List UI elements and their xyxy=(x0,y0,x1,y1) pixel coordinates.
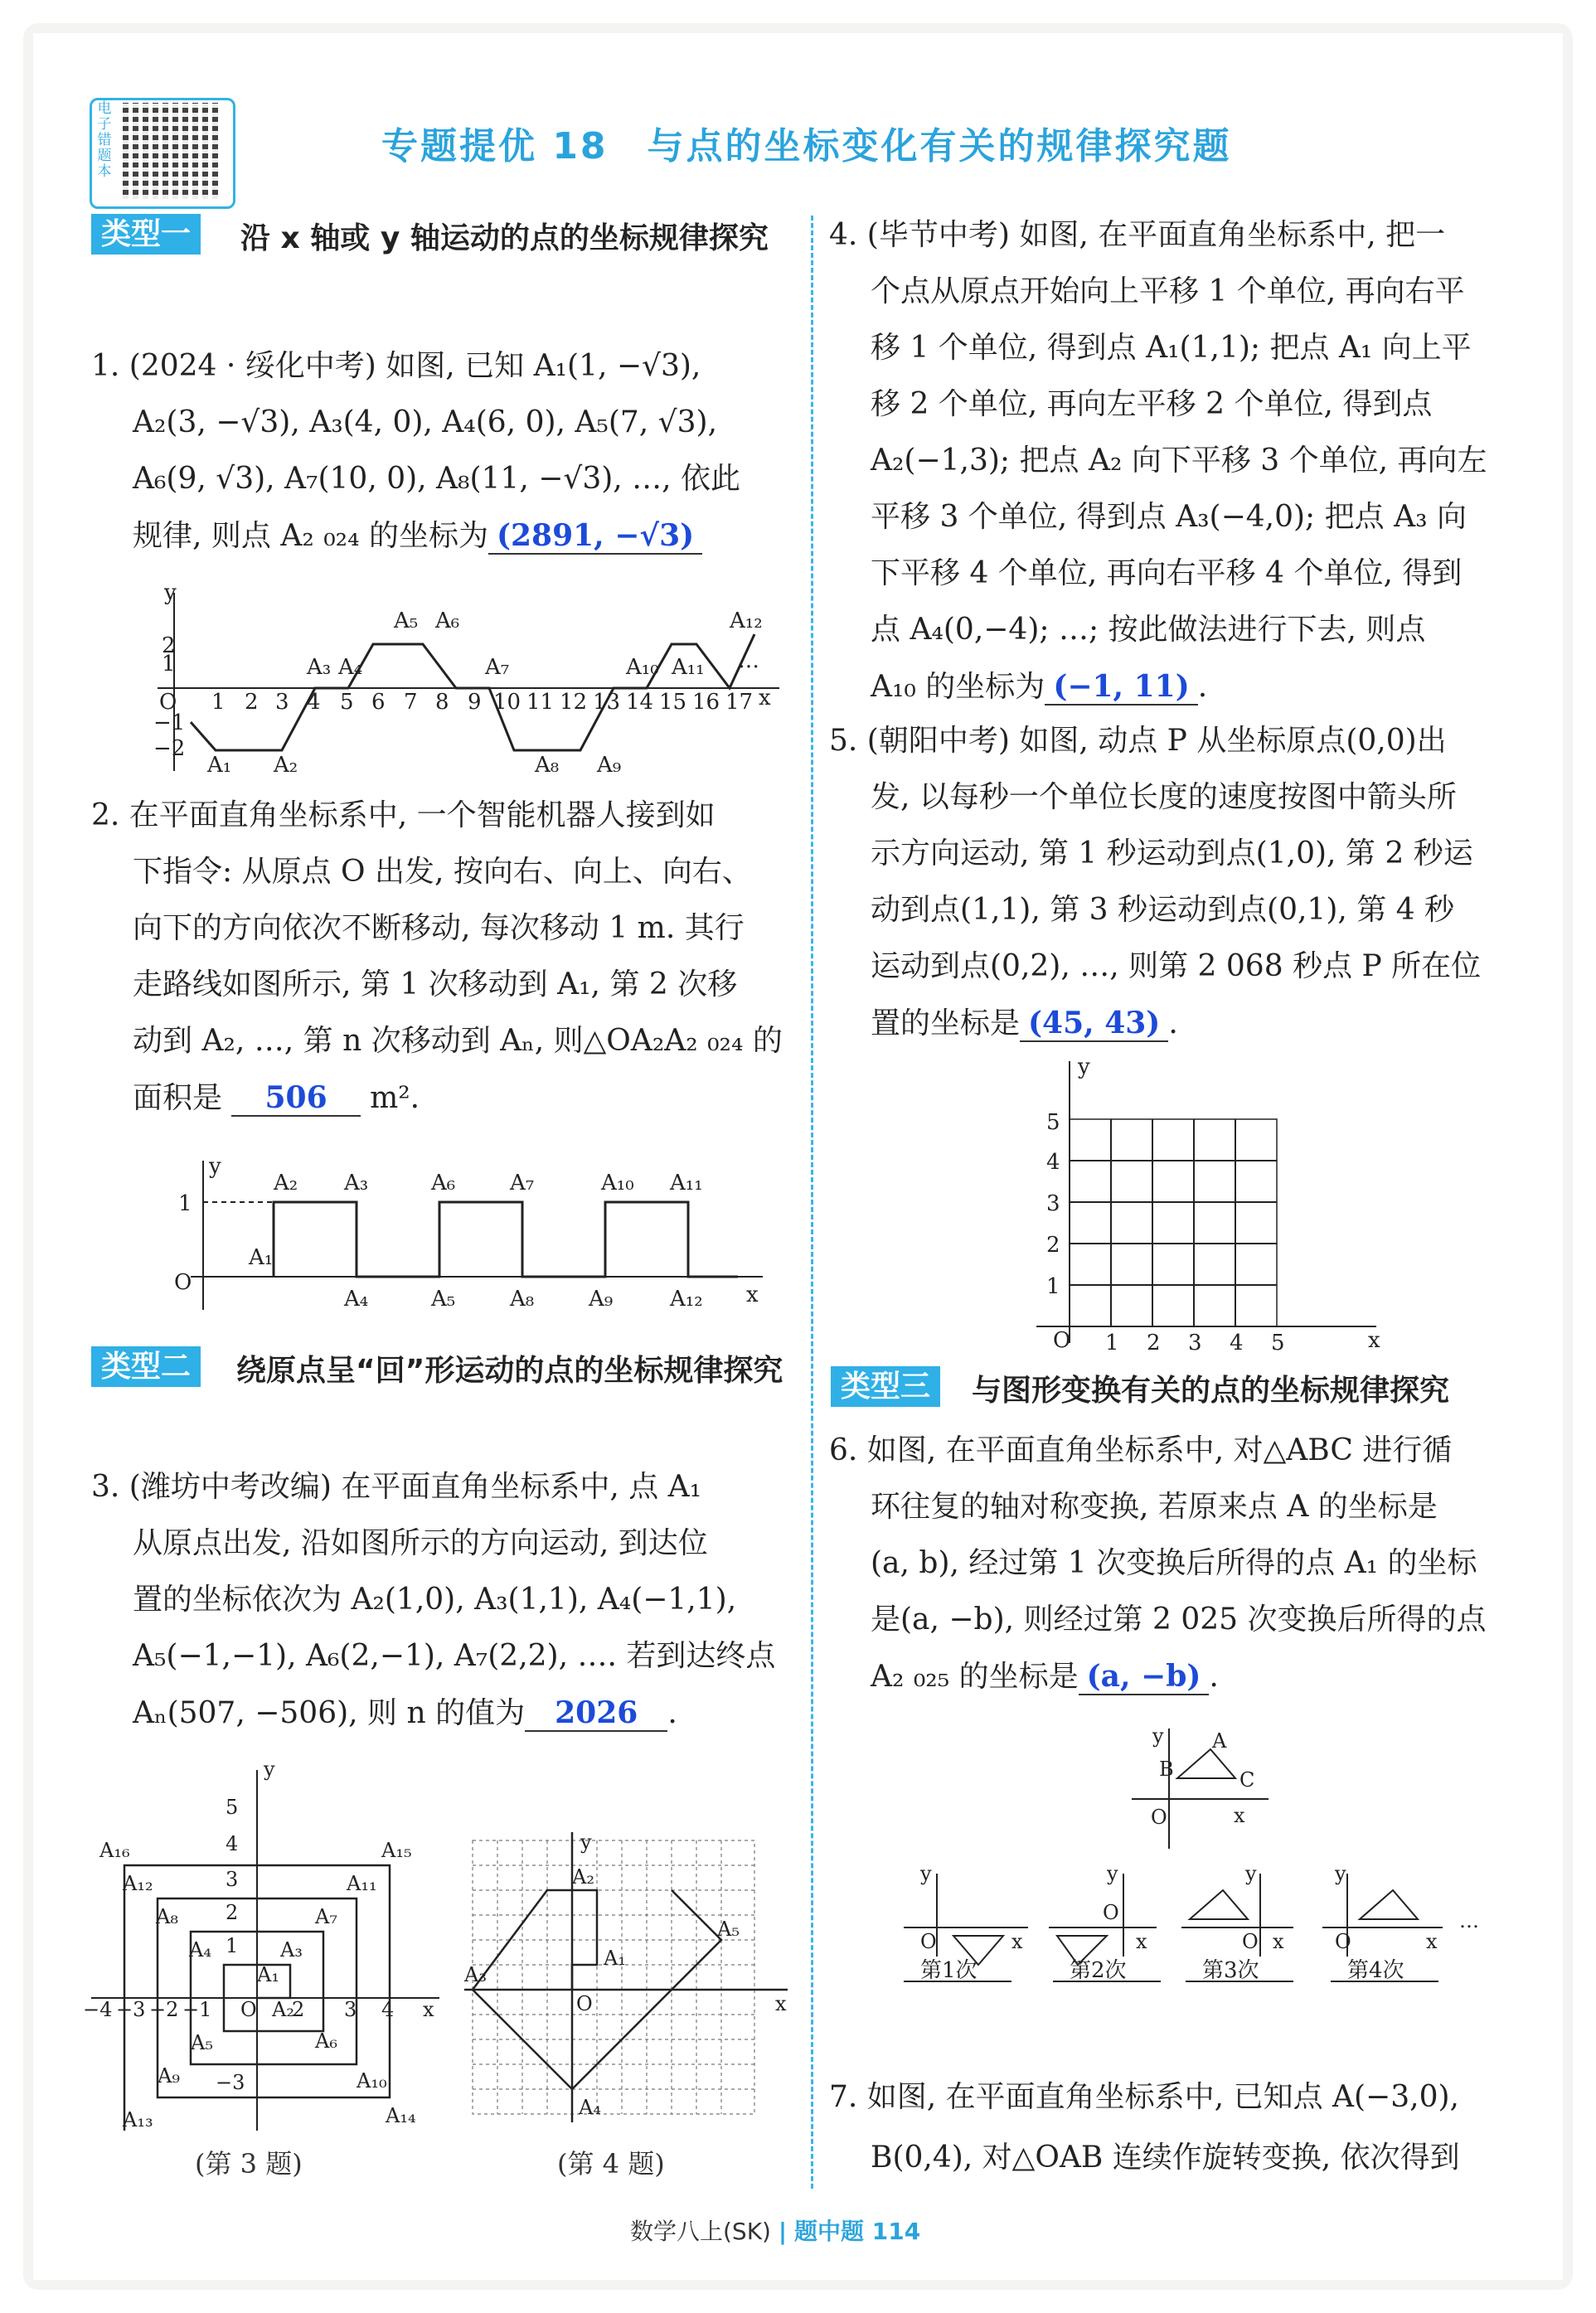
svg-text:A₁₀: A₁₀ xyxy=(626,655,659,680)
svg-text:A₄: A₄ xyxy=(344,1287,369,1312)
svg-text:O: O xyxy=(1242,1930,1259,1953)
q4-line: 4. (毕节中考) 如图, 在平面直角坐标系中, 把一 xyxy=(829,218,1446,252)
type2-header xyxy=(91,1350,201,1384)
svg-text:A₇: A₇ xyxy=(315,1905,337,1928)
question-6 xyxy=(829,1423,1542,1705)
svg-text:4: 4 xyxy=(226,1832,239,1855)
svg-text:x: x xyxy=(1273,1930,1284,1953)
type1-badge: 类型一 xyxy=(91,214,201,255)
type3-badge: 类型三 xyxy=(831,1366,940,1407)
svg-text:1: 1 xyxy=(162,652,176,676)
svg-text:A₁₃: A₁₃ xyxy=(123,2108,153,2131)
step-label: 第2次 xyxy=(1070,1958,1127,1983)
y-axis-label: y xyxy=(164,584,177,605)
q6-answer: (a, −b) xyxy=(1079,1659,1210,1695)
svg-text:A₅: A₅ xyxy=(431,1287,456,1312)
caption-q3: (第 3 题) xyxy=(195,2148,303,2180)
q6-original-graph xyxy=(1128,1724,1277,1857)
q4-line: 移 1 个单位, 得到点 A₁(1,1); 把点 A₁ 向上平 xyxy=(871,331,1472,365)
q3-line: 置的坐标依次为 A₂(1,0), A₃(1,1), A₄(−1,1), xyxy=(133,1583,737,1617)
svg-text:−4: −4 xyxy=(83,1998,113,2021)
svg-text:2: 2 xyxy=(245,690,259,715)
svg-text:16: 16 xyxy=(692,690,720,715)
q5-line: 5. (朝阳中考) 如图, 动点 P 从坐标原点(0,0)出 xyxy=(829,724,1447,758)
svg-text:4: 4 xyxy=(1046,1150,1060,1175)
qr-label: 电子错题本 xyxy=(97,100,112,180)
page-title: 专题提优 18 与点的坐标变化有关的规律探究题 xyxy=(381,125,1232,167)
svg-text:−2: −2 xyxy=(149,1998,179,2021)
q4-line: A₂(−1,3); 把点 A₂ 向下平移 3 个单位, 再向左 xyxy=(871,444,1487,478)
q7-line: 7. 如图, 在平面直角坐标系中, 已知点 A(−3,0), xyxy=(829,2080,1459,2114)
svg-text:5: 5 xyxy=(226,1796,239,1819)
q6-line: 是(a, −b), 则经过第 2 025 次变换后所得的点 xyxy=(871,1603,1487,1637)
svg-text:2: 2 xyxy=(292,1998,305,2021)
svg-text:A₅: A₅ xyxy=(394,609,419,633)
q2-line: 动到 A₂, …, 第 n 次移动到 Aₙ, 则△OA₂A₂ ₀₂₄ 的 xyxy=(133,1024,783,1058)
q4-line: 移 2 个单位, 再向左平移 2 个单位, 得到点 xyxy=(871,387,1433,421)
q5-line: 置的坐标是 (45, 43) . xyxy=(871,1006,1178,1040)
q2-line: 下指令: 从原点 O 出发, 按向右、向上、向右、 xyxy=(133,855,752,889)
question-4 xyxy=(829,207,1542,715)
svg-text:3: 3 xyxy=(344,1998,357,2021)
svg-text:A₁₀: A₁₀ xyxy=(601,1171,634,1195)
q4-line: 点 A₄(0,−4); …; 按此做法进行下去, 则点 xyxy=(871,613,1426,647)
q6-line-text: A₂ ₀₂₅ 的坐标是 xyxy=(871,1660,1079,1694)
svg-text:A₃: A₃ xyxy=(464,1963,487,1986)
svg-text:13: 13 xyxy=(593,690,621,715)
svg-text:B: B xyxy=(1159,1758,1174,1781)
svg-text:x: x xyxy=(1234,1804,1245,1827)
svg-text:y: y xyxy=(1245,1865,1257,1885)
q2-unit: m². xyxy=(370,1081,420,1115)
qr-code-pattern xyxy=(123,103,221,199)
svg-text:A₆: A₆ xyxy=(315,2029,337,2053)
q2-line: 2. 在平面直角坐标系中, 一个智能机器人接到如 xyxy=(91,798,716,832)
svg-text:x: x xyxy=(1426,1930,1438,1953)
svg-text:O: O xyxy=(174,1270,192,1295)
q5-line: 发, 以每秒一个单位长度的速度按图中箭头所 xyxy=(871,780,1457,814)
svg-text:x: x xyxy=(1136,1930,1147,1953)
q6-line: (a, b), 经过第 1 次变换后所得的点 A₁ 的坐标 xyxy=(871,1546,1477,1580)
q6-line: 环往复的轴对称变换, 若原来点 A 的坐标是 xyxy=(871,1490,1438,1524)
svg-text:…: … xyxy=(1459,1909,1479,1932)
svg-text:y: y xyxy=(920,1865,932,1885)
q5-graph xyxy=(1028,1053,1393,1351)
svg-text:A₁: A₁ xyxy=(207,753,232,778)
q4-line: 下平移 4 个单位, 再向右平移 4 个单位, 得到 xyxy=(871,556,1463,590)
svg-text:O: O xyxy=(1151,1806,1167,1829)
origin-label: O xyxy=(159,690,177,715)
svg-text:x: x xyxy=(775,1992,787,2015)
svg-text:O: O xyxy=(1335,1930,1351,1953)
q2-answer: 506 xyxy=(231,1080,360,1117)
svg-text:−1: −1 xyxy=(153,710,186,735)
svg-text:A₁₅: A₁₅ xyxy=(381,1839,412,1862)
svg-text:A₅: A₅ xyxy=(717,1918,740,1941)
svg-text:5: 5 xyxy=(1271,1331,1285,1351)
q1-line-text: 规律, 则点 A₂ ₀₂₄ 的坐标为 xyxy=(133,519,488,553)
svg-text:y: y xyxy=(580,1832,592,1854)
svg-text:5: 5 xyxy=(340,690,354,715)
svg-text:−2: −2 xyxy=(153,736,186,761)
svg-text:A₁₆: A₁₆ xyxy=(99,1839,130,1862)
svg-text:A₃: A₃ xyxy=(280,1938,303,1961)
svg-text:1: 1 xyxy=(178,1191,192,1216)
svg-text:A₆: A₆ xyxy=(431,1171,456,1195)
svg-text:A₁₀: A₁₀ xyxy=(357,2069,387,2092)
question-7 xyxy=(829,2069,1542,2190)
svg-text:15: 15 xyxy=(659,690,687,715)
svg-text:4: 4 xyxy=(307,690,321,715)
svg-text:O: O xyxy=(1103,1901,1119,1924)
svg-text:y: y xyxy=(1107,1865,1118,1885)
type2-title: 绕原点呈“回”形运动的点的坐标规律探究 xyxy=(236,1354,783,1388)
footer-separator: | xyxy=(778,2218,788,2245)
svg-text:A: A xyxy=(1212,1729,1227,1753)
q5-line-text: 置的坐标是 xyxy=(871,1006,1021,1040)
q5-line: 运动到点(0,2), …, 则第 2 068 秒点 P 所在位 xyxy=(871,949,1482,983)
svg-text:2: 2 xyxy=(226,1901,239,1924)
svg-text:A₂: A₂ xyxy=(274,753,298,778)
q3-line: 3. (潍坊中考改编) 在平面直角坐标系中, 点 A₁ xyxy=(91,1470,702,1504)
svg-text:A₁₂: A₁₂ xyxy=(730,609,763,633)
svg-text:A₉: A₉ xyxy=(589,1287,614,1312)
svg-text:17: 17 xyxy=(725,690,754,715)
svg-text:1: 1 xyxy=(226,1934,239,1957)
svg-text:O: O xyxy=(240,1998,257,2021)
q5-line: 动到点(1,1), 第 3 秒运动到点(0,1), 第 4 秒 xyxy=(871,893,1455,927)
svg-text:3: 3 xyxy=(1188,1331,1202,1351)
svg-text:A₁: A₁ xyxy=(604,1947,626,1970)
q6-line: 6. 如图, 在平面直角坐标系中, 对△ABC 进行循 xyxy=(829,1433,1453,1467)
q1-graph xyxy=(149,584,796,783)
svg-text:x: x xyxy=(423,1998,434,2021)
svg-text:4: 4 xyxy=(1230,1331,1244,1351)
type1-header xyxy=(91,217,201,252)
svg-text:y: y xyxy=(1078,1055,1090,1079)
q4-line-text: A₁₀ 的坐标为 xyxy=(871,670,1045,704)
q5-answer: (45, 43) xyxy=(1020,1006,1168,1042)
svg-text:A₈: A₈ xyxy=(510,1287,535,1312)
q3-line: 从原点出发, 沿如图所示的方向运动, 到达位 xyxy=(133,1526,708,1560)
svg-text:y: y xyxy=(1152,1724,1164,1748)
q4-answer: (−1, 11) xyxy=(1045,669,1197,706)
q1-line: A₂(3, −√3), A₃(4, 0), A₄(6, 0), A₅(7, √3), xyxy=(133,405,718,439)
svg-text:9: 9 xyxy=(468,690,482,715)
svg-text:3: 3 xyxy=(226,1868,239,1891)
svg-text:A₆: A₆ xyxy=(435,609,460,633)
x-axis-label: x xyxy=(759,686,771,710)
svg-text:2: 2 xyxy=(1147,1331,1161,1351)
svg-text:A₇: A₇ xyxy=(510,1171,535,1195)
svg-text:…: … xyxy=(738,648,759,673)
svg-text:O: O xyxy=(920,1930,937,1953)
svg-text:−1: −1 xyxy=(182,1998,212,2021)
svg-text:A₁₂: A₁₂ xyxy=(123,1872,153,1895)
svg-text:A₁₁: A₁₁ xyxy=(347,1872,377,1895)
question-2 xyxy=(91,788,804,1127)
type2-badge: 类型二 xyxy=(91,1346,201,1387)
q6-steps-graph xyxy=(895,1865,1509,1990)
step-label: 第3次 xyxy=(1202,1958,1259,1983)
svg-text:3: 3 xyxy=(275,690,289,715)
q4-line: A₁₀ 的坐标为 (−1, 11) . xyxy=(871,669,1208,704)
q5-line: 示方向运动, 第 1 秒运动到点(1,0), 第 2 秒运 xyxy=(871,836,1473,870)
svg-text:O: O xyxy=(1053,1328,1071,1351)
question-1 xyxy=(91,338,804,565)
svg-text:x: x xyxy=(1011,1930,1023,1953)
svg-text:−3: −3 xyxy=(116,1998,146,2021)
svg-text:O: O xyxy=(576,1992,593,2015)
q6-line: A₂ ₀₂₅ 的坐标是 (a, −b) . xyxy=(871,1659,1219,1694)
svg-text:1: 1 xyxy=(1046,1274,1060,1299)
svg-text:1: 1 xyxy=(1105,1331,1119,1351)
svg-text:A₄: A₄ xyxy=(338,655,363,680)
page-footer xyxy=(630,2214,920,2247)
svg-text:A₁₂: A₁₂ xyxy=(670,1287,703,1312)
svg-text:3: 3 xyxy=(1046,1191,1060,1216)
svg-text:A₂: A₂ xyxy=(572,1865,594,1889)
q1-line: A₆(9, √3), A₇(10, 0), A₈(11, −√3), …, 依此 xyxy=(133,462,741,496)
q2-line: 向下的方向依次不断移动, 每次移动 1 m. 其行 xyxy=(133,911,745,945)
type1-title: 沿 x 轴或 y 轴运动的点的坐标规律探究 xyxy=(240,221,769,255)
step-label: 第4次 xyxy=(1347,1958,1404,1983)
svg-text:2: 2 xyxy=(1046,1233,1060,1258)
q1-answer: (2891, −√3) xyxy=(488,518,702,555)
q1-line xyxy=(91,507,804,565)
step-label: 第1次 xyxy=(920,1958,977,1983)
q2-line-text: 面积是 xyxy=(133,1081,223,1115)
svg-text:y: y xyxy=(1335,1865,1346,1885)
svg-text:8: 8 xyxy=(435,690,449,715)
q3-line: A₅(−1,−1), A₆(2,−1), A₇(2,2), …. 若到达终点 xyxy=(133,1639,776,1673)
svg-text:A₁: A₁ xyxy=(257,1963,279,1986)
svg-text:5: 5 xyxy=(1046,1110,1060,1135)
type3-header xyxy=(831,1370,940,1404)
svg-text:A₅: A₅ xyxy=(191,2031,213,2054)
svg-text:A₈: A₈ xyxy=(535,753,560,778)
svg-text:A₄: A₄ xyxy=(189,1938,211,1961)
q3-graph xyxy=(83,1758,448,2139)
q4-line: 个点从原点开始向上平移 1 个单位, 再向右平 xyxy=(871,274,1465,308)
svg-text:x: x xyxy=(1368,1328,1380,1351)
q4-graph xyxy=(464,1832,804,2131)
svg-text:A₁₁: A₁₁ xyxy=(670,1171,703,1195)
svg-text:12: 12 xyxy=(560,690,588,715)
svg-text:1: 1 xyxy=(211,690,226,715)
svg-text:6: 6 xyxy=(371,690,386,715)
svg-text:11: 11 xyxy=(526,690,555,715)
question-3 xyxy=(91,1459,804,1742)
q2-graph xyxy=(166,1152,779,1318)
svg-text:−3: −3 xyxy=(216,2071,245,2094)
svg-text:A₁₁: A₁₁ xyxy=(672,655,705,680)
type3-title: 与图形变换有关的点的坐标规律探究 xyxy=(972,1374,1450,1408)
svg-text:A₇: A₇ xyxy=(485,655,510,680)
footer-book: 数学八上(SK) xyxy=(630,2218,771,2245)
caption-q4: (第 4 题) xyxy=(557,2148,665,2180)
svg-text:A₉: A₉ xyxy=(158,2064,180,2088)
svg-text:A₂: A₂ xyxy=(272,1998,294,2021)
svg-text:y: y xyxy=(209,1154,221,1179)
q2-line: 走路线如图所示, 第 1 次移动到 A₁, 第 2 次移 xyxy=(133,967,738,1001)
question-5 xyxy=(829,713,1542,1052)
svg-text:7: 7 xyxy=(404,690,418,715)
q3-line-text: Aₙ(507, −506), 则 n 的值为 xyxy=(133,1696,526,1730)
svg-text:14: 14 xyxy=(626,690,654,715)
q3-answer: 2026 xyxy=(525,1695,667,1732)
q7-line: B(0,4), 对△OAB 连续作旋转变换, 依次得到 xyxy=(871,2141,1460,2175)
svg-text:A₄: A₄ xyxy=(579,2096,601,2119)
q2-line xyxy=(91,1069,804,1127)
svg-text:A₃: A₃ xyxy=(307,655,332,680)
svg-text:A₉: A₉ xyxy=(597,753,622,778)
svg-text:10: 10 xyxy=(493,690,521,715)
svg-text:A₁₄: A₁₄ xyxy=(386,2104,416,2127)
q3-line: Aₙ(507, −506), 则 n 的值为 2026 . xyxy=(133,1695,677,1730)
svg-text:A₃: A₃ xyxy=(344,1171,369,1195)
svg-text:4: 4 xyxy=(381,1998,395,2021)
q1-line: 1. (2024 · 绥化中考) 如图, 已知 A₁(1, −√3), xyxy=(91,349,701,383)
svg-text:y: y xyxy=(264,1758,275,1781)
svg-text:A₁: A₁ xyxy=(249,1245,274,1270)
svg-text:2: 2 xyxy=(162,633,176,658)
svg-text:A₂: A₂ xyxy=(274,1171,298,1195)
footer-page: 题中题 114 xyxy=(794,2218,921,2245)
svg-text:x: x xyxy=(746,1283,759,1307)
svg-text:C: C xyxy=(1239,1768,1255,1792)
q4-line: 平移 3 个单位, 得到点 A₃(−4,0); 把点 A₃ 向 xyxy=(871,500,1467,534)
svg-text:A₈: A₈ xyxy=(156,1905,178,1928)
column-divider xyxy=(811,216,813,2189)
